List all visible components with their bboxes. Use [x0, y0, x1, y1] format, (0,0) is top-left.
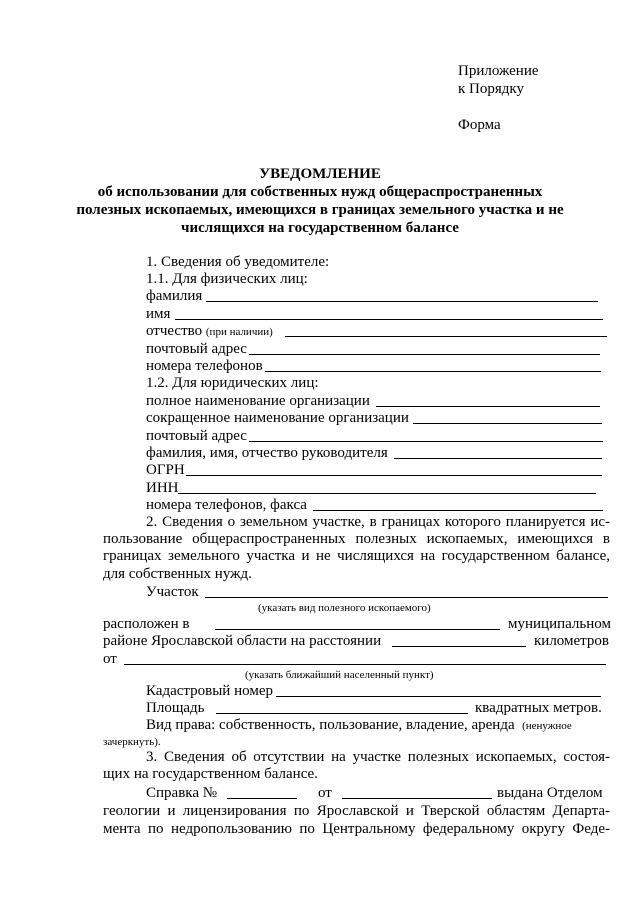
issued-label: выдана Отделом [497, 785, 603, 801]
section2-line-1: 2. Сведения о земельном участке, в границах которого планируется ис- [146, 514, 610, 530]
located-in-label: расположен в [103, 616, 190, 632]
patronymic-text: отчество [146, 323, 203, 339]
km-label: километров [534, 633, 609, 649]
municipal-district-field[interactable] [215, 629, 500, 630]
ogrn-label: ОГРН [146, 462, 185, 478]
district-distance-label: районе Ярославской области на расстоянии [103, 633, 382, 649]
area-field[interactable] [216, 713, 468, 714]
name-field[interactable] [175, 319, 603, 320]
municipal-label: муниципальном [508, 616, 611, 632]
section1-heading: 1. Сведения об уведомителе: [146, 254, 330, 270]
cadastral-field[interactable] [276, 696, 601, 697]
appendix-label: Приложение [458, 63, 539, 79]
legal-postal-label: почтовый адрес [146, 428, 247, 444]
right-note: (ненужное [522, 720, 572, 732]
short-name-label: сокращенное наименование организации [146, 410, 409, 426]
patronymic-note: (при наличии) [205, 326, 273, 338]
area-label: Площадь [146, 700, 205, 716]
reference-date-field[interactable] [342, 798, 492, 799]
reference-label: Справка № [146, 785, 218, 801]
settlement-field[interactable] [124, 664, 606, 665]
mineral-hint: (указать вид полезного ископаемого) [258, 602, 431, 614]
section2-line-2: пользование общераспространенных полезных ископаемых, имеющихся в [103, 531, 610, 547]
title-line-1: об использовании для собственных нужд общераспространенных [97, 184, 543, 200]
section3-line-1: 3. Сведения об отсутствии на участке полезных ископаемых, состоя- [146, 749, 610, 765]
right-type-text: Вид права: собственность, пользование, владение, аренда [146, 717, 515, 733]
legal-postal-field[interactable] [249, 441, 603, 442]
short-name-field[interactable] [413, 423, 602, 424]
distance-field[interactable] [392, 646, 526, 647]
section2-line-3: границах земельного участка и не числящихся на государственном балансе, [103, 548, 610, 564]
phones-fax-label: номера телефонов, факса [146, 497, 307, 513]
section3-line-4: геологии и лицензирования по Ярославской и Тверской областям Департа- [103, 803, 610, 819]
inn-field[interactable] [178, 493, 596, 494]
postal-address-label: почтовый адрес [146, 341, 247, 357]
patronymic-label [146, 322, 273, 341]
plot-mineral-field[interactable] [205, 597, 608, 598]
document-title: УВЕДОМЛЕНИЕ [259, 166, 381, 182]
reference-number-field[interactable] [227, 798, 297, 799]
section2-line-4: для собственных нужд. [103, 566, 252, 582]
reference-from-label: от [318, 785, 332, 801]
head-name-field[interactable] [394, 458, 602, 459]
head-name-label: фамилия, имя, отчество руководителя [146, 445, 388, 461]
phones-fax-field[interactable] [313, 510, 603, 511]
settlement-hint: (указать ближайший населенный пункт) [245, 669, 434, 681]
title-line-2: полезных ископаемых, имеющихся в границах земельного участка и не [76, 202, 564, 218]
full-name-field[interactable] [376, 406, 600, 407]
inn-label: ИНН [146, 480, 179, 496]
form-label: Форма [458, 117, 501, 133]
legal-heading: 1.2. Для юридических лиц: [146, 375, 319, 391]
plot-label: Участок [146, 584, 199, 600]
name-label: имя [146, 306, 171, 322]
patronymic-field[interactable] [285, 336, 607, 337]
phones-label: номера телефонов [146, 358, 263, 374]
full-name-label: полное наименование организации [146, 393, 370, 409]
to-order-label: к Порядку [458, 81, 524, 97]
right-note-cont: зачеркнуть). [103, 736, 161, 748]
cadastral-label: Кадастровый номер [146, 683, 273, 699]
sq-m-label: квадратных метров. [475, 700, 602, 716]
title-line-3: числящихся на государственном балансе [181, 220, 459, 236]
section3-line-5: мента по недропользованию по Центральному федеральному округу Феде- [103, 821, 610, 837]
phones-field[interactable] [265, 371, 601, 372]
surname-label: фамилия [146, 288, 203, 304]
postal-address-field[interactable] [249, 354, 600, 355]
individuals-heading: 1.1. Для физических лиц: [146, 271, 308, 287]
from-label: от [103, 651, 117, 667]
surname-field[interactable] [206, 301, 598, 302]
section3-line-2: щих на государственном балансе. [103, 766, 318, 782]
ogrn-field[interactable] [186, 475, 602, 476]
right-type-label [146, 716, 572, 735]
